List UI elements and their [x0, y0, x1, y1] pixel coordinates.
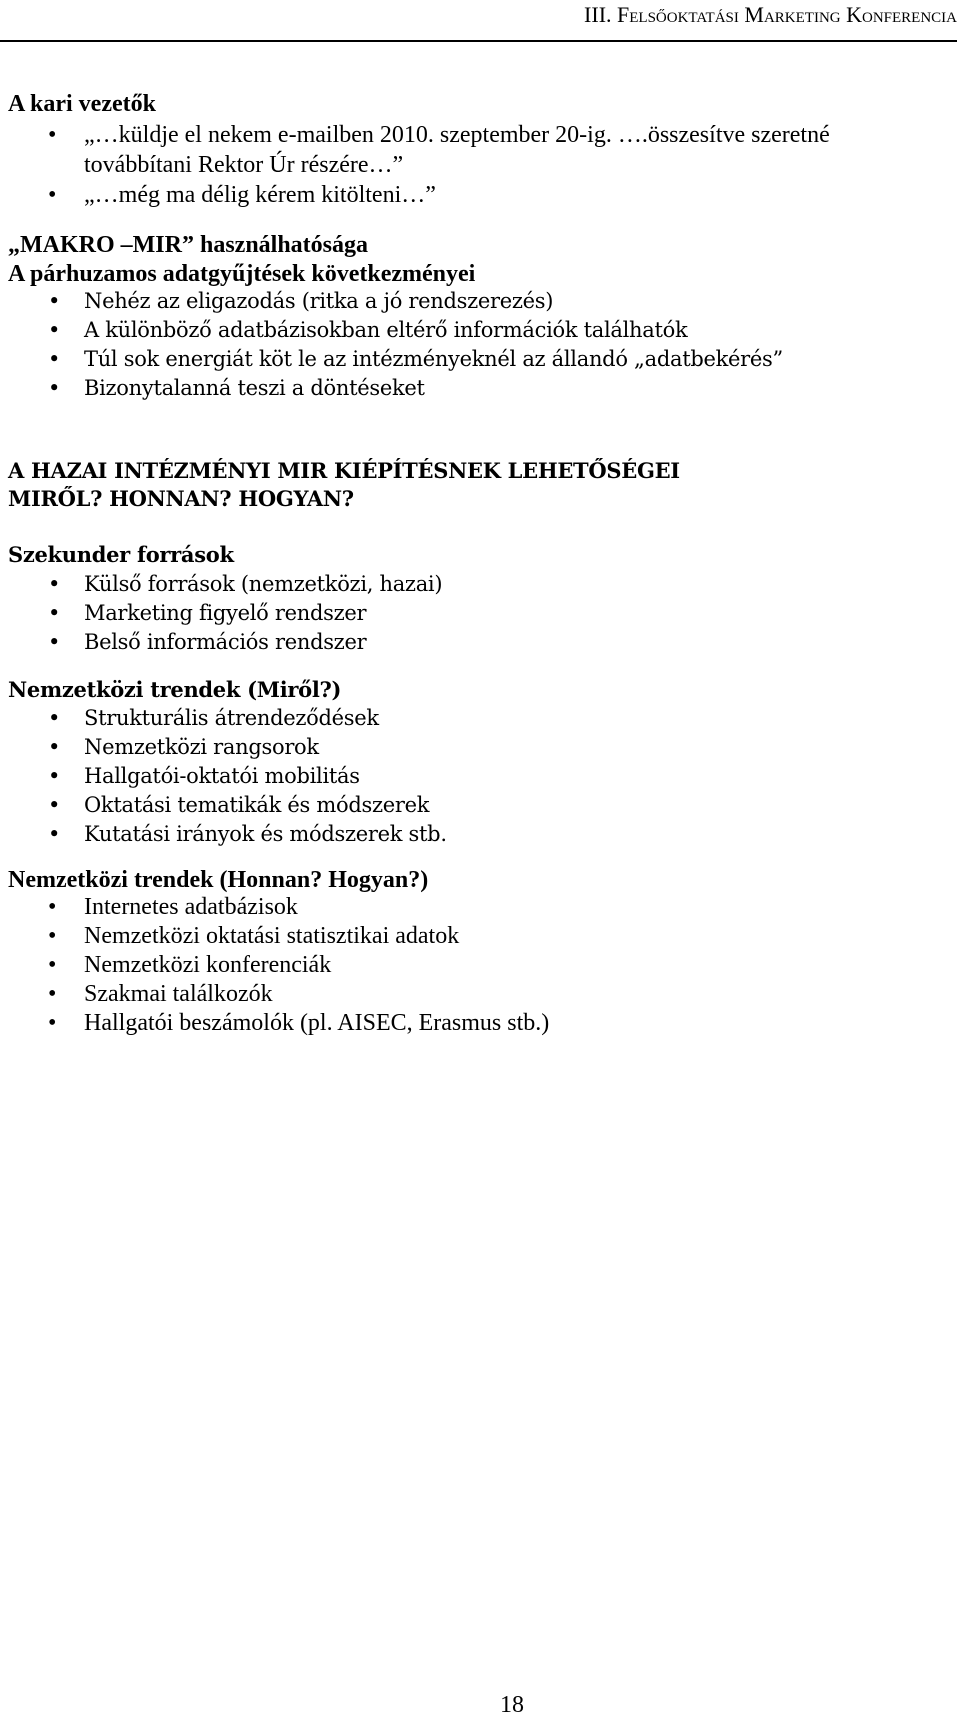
bullet-icon: •: [48, 318, 61, 342]
list-item: [8, 120, 948, 180]
quote-list: [8, 120, 948, 210]
bullet-icon: •: [48, 894, 57, 920]
bullet-icon: •: [48, 122, 57, 148]
channels-list: [8, 893, 948, 1038]
list-item: • Nemzetközi konferenciák: [48, 952, 332, 978]
list-item: • Nemzetközi oktatási statisztikai adatok: [48, 923, 460, 949]
bullet-icon: •: [48, 822, 61, 846]
bullet-icon: •: [48, 289, 61, 313]
section-heading-parhuzamos: A párhuzamos adatgyűjtések következményei: [8, 261, 476, 287]
list-item: • Belső információs rendszer: [8, 628, 948, 657]
bullet-icon: •: [48, 1010, 57, 1036]
list-item: • Marketing figyelő rendszer: [8, 599, 948, 628]
bullet-icon: •: [48, 952, 57, 978]
list-item: • Kutatási irányok és módszerek stb.: [8, 820, 948, 849]
bullet-icon: •: [48, 572, 61, 596]
list-item: • Oktatási tematikák és módszerek: [8, 791, 948, 820]
section-heading-hazai-mir: A HAZAI INTÉZMÉNYI MIR KIÉPÍTÉSNEK LEHETŐSÉGEI: [8, 458, 680, 483]
list-item: • Túl sok energiát köt le az intézményeknél az állandó „adatbekérés”: [8, 345, 948, 374]
section-heading-mirol-honnan-hogyan: MIRŐL? HONNAN? HOGYAN?: [8, 486, 354, 511]
section-heading-trendek-mirol: Nemzetközi trendek (Miről?): [8, 677, 342, 702]
quote-line: „…még ma délig kérem kitölteni…”: [84, 182, 436, 208]
section-heading-trendek-honnan: Nemzetközi trendek (Honnan? Hogyan?): [8, 867, 429, 893]
bullet-icon: •: [48, 347, 61, 371]
list-item: • Hallgatói beszámolók (pl. AISEC, Erasmus stb.): [48, 1010, 550, 1036]
trends-list: [8, 704, 948, 849]
bullet-icon: •: [48, 630, 61, 654]
list-item: • Szakmai találkozók: [48, 981, 273, 1007]
bullet-icon: •: [48, 764, 61, 788]
bullet-icon: •: [48, 793, 61, 817]
bullet-icon: •: [48, 706, 61, 730]
section-heading-makro-mir: „MAKRO –MIR” használhatósága: [8, 232, 369, 258]
subheading-szekunder: Szekunder források: [8, 542, 234, 567]
list-item: • Nemzetközi rangsorok: [8, 733, 948, 762]
page-header: [0, 0, 957, 42]
quote-line-continued: továbbítani Rektor Úr részére…”: [84, 152, 404, 178]
list-item: • Bizonytalanná teszi a döntéseket: [8, 374, 948, 403]
list-item: • Strukturális átrendeződések: [8, 704, 948, 733]
bullet-icon: •: [48, 601, 61, 625]
bullet-icon: •: [48, 182, 57, 208]
bullet-icon: •: [48, 923, 57, 949]
conference-title: III. Felsőoktatási Marketing Konferencia: [584, 2, 957, 27]
list-item: [8, 180, 948, 210]
bullet-icon: •: [48, 376, 61, 400]
sources-list: [8, 570, 948, 657]
list-item: • Internetes adatbázisok: [48, 894, 298, 920]
consequences-list: [8, 287, 948, 403]
bullet-icon: •: [48, 735, 61, 759]
section-heading-kari-vezetok: A kari vezetők: [8, 91, 156, 117]
list-item: • Külső források (nemzetközi, hazai): [8, 570, 948, 599]
list-item: • Hallgatói-oktatói mobilitás: [8, 762, 948, 791]
list-item: • A különböző adatbázisokban eltérő információk találhatók: [8, 316, 948, 345]
bullet-icon: •: [48, 981, 57, 1007]
quote-line: „…küldje el nekem e-mailben 2010. szeptember 20-ig. ….összesítve szeretné: [84, 122, 830, 148]
list-item: • Nehéz az eligazodás (ritka a jó rendszerezés): [8, 287, 948, 316]
page-number: 18: [500, 1692, 524, 1718]
